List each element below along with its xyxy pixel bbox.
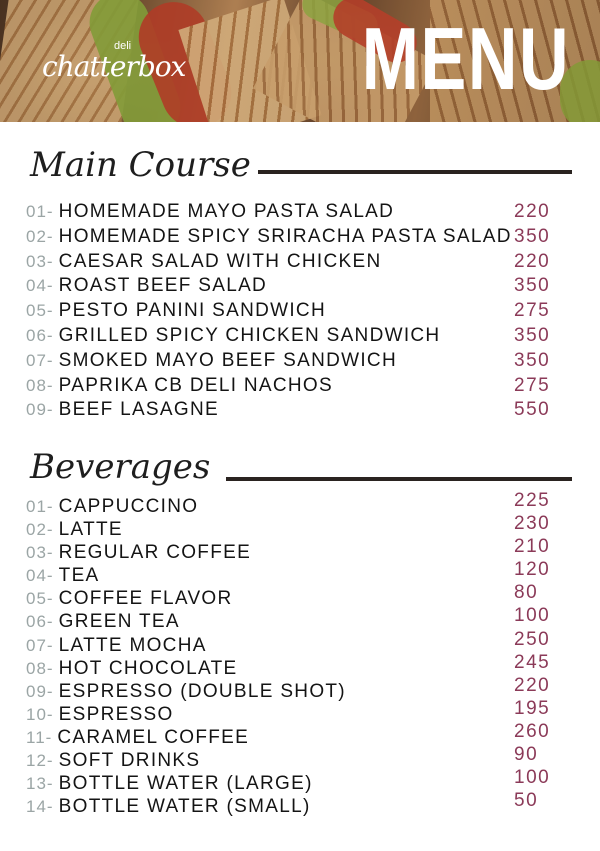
item-number: 13- [26, 774, 54, 794]
item-name: CARAMEL COFFEE [57, 726, 250, 748]
section-divider [258, 170, 572, 174]
item-name: BOTTLE WATER (SMALL) [58, 796, 311, 818]
menu-item [26, 374, 512, 399]
item-price: 245 [514, 651, 551, 673]
item-name: GRILLED SPICY CHICKEN SANDWICH [58, 324, 441, 346]
menu-item [26, 299, 512, 324]
item-price: 90 [514, 744, 539, 766]
menu-item [26, 518, 346, 541]
menu-item [26, 274, 512, 299]
item-number: 02- [26, 226, 54, 246]
item-number: 06- [26, 325, 54, 345]
menu-item [26, 200, 512, 225]
logo-name-text: chatterbox [42, 50, 186, 83]
menu-item [26, 680, 346, 703]
menu-item [26, 587, 346, 610]
item-name: HOMEMADE SPICY SRIRACHA PASTA SALAD [58, 225, 512, 247]
menu-item [26, 610, 346, 633]
item-name: PAPRIKA CB DELI NACHOS [58, 374, 333, 396]
header-banner [0, 0, 600, 122]
section-title-main-course: Main Course [30, 145, 251, 185]
logo-deli-text: deli [114, 40, 132, 52]
item-price: 210 [514, 536, 551, 558]
item-number: 02- [26, 520, 54, 540]
item-number: 04- [26, 566, 54, 586]
item-name: ESPRESSO (DOUBLE SHOT) [58, 680, 346, 702]
item-number: 09- [26, 400, 54, 420]
menu-item [26, 634, 346, 657]
menu-item [26, 795, 346, 818]
item-price: 220 [514, 201, 551, 222]
item-price: 195 [514, 697, 551, 719]
beverages-prices [514, 489, 550, 812]
item-number: 06- [26, 612, 54, 632]
item-name: REGULAR COFFEE [58, 542, 252, 564]
section-title-beverages: Beverages [30, 447, 211, 487]
item-name: TEA [58, 565, 100, 587]
menu-item [26, 749, 346, 772]
menu-title: MENU [361, 9, 570, 108]
section-divider [226, 477, 572, 481]
item-price: 350 [514, 225, 551, 247]
item-price: 350 [514, 324, 551, 346]
item-price: 550 [514, 399, 551, 421]
item-price: 50 [514, 790, 539, 812]
main-course-prices [514, 200, 550, 423]
item-price: 260 [514, 720, 551, 742]
item-name: BOTTLE WATER (LARGE) [58, 773, 313, 795]
item-price: 100 [514, 767, 551, 789]
item-price: 250 [514, 628, 551, 650]
item-number: 11- [26, 727, 53, 747]
item-name: HOMEMADE MAYO PASTA SALAD [58, 201, 395, 222]
item-name: GREEN TEA [58, 611, 180, 633]
menu-item [26, 541, 346, 564]
item-number: 09- [26, 681, 54, 701]
item-name: LATTE [58, 519, 123, 541]
item-name: SMOKED MAYO BEEF SANDWICH [58, 349, 397, 371]
item-price: 275 [514, 374, 551, 396]
item-name: CAESAR SALAD WITH CHICKEN [58, 250, 382, 272]
menu-item [26, 657, 346, 680]
item-price: 100 [514, 605, 551, 627]
item-number: 08- [26, 658, 54, 678]
menu-item [26, 225, 512, 250]
item-number: 12- [26, 751, 54, 771]
main-course-list [26, 200, 512, 423]
menu-item [26, 398, 512, 423]
item-number: 04- [26, 276, 54, 296]
item-number: 03- [26, 543, 54, 563]
item-number: 01- [26, 497, 54, 516]
item-number: 14- [26, 797, 54, 817]
item-name: ROAST BEEF SALAD [58, 275, 268, 297]
menu-item [26, 349, 512, 374]
menu-item [26, 772, 346, 795]
item-price: 350 [514, 349, 551, 371]
menu-item [26, 726, 346, 749]
item-name: LATTE MOCHA [58, 634, 207, 656]
item-price: 225 [514, 490, 551, 511]
item-price: 220 [514, 250, 551, 272]
item-number: 03- [26, 251, 54, 271]
menu-item [26, 564, 346, 587]
menu-item [26, 250, 512, 275]
item-number: 05- [26, 589, 54, 609]
item-price: 80 [514, 582, 539, 604]
item-name: HOT CHOCOLATE [58, 657, 238, 679]
item-number: 07- [26, 350, 54, 370]
item-name: PESTO PANINI SANDWICH [58, 300, 326, 322]
menu-item [26, 324, 512, 349]
item-price: 230 [514, 513, 551, 535]
item-number: 10- [26, 704, 54, 724]
item-price: 220 [514, 674, 551, 696]
menu-item [26, 703, 346, 726]
item-price: 120 [514, 559, 551, 581]
item-price: 350 [514, 275, 551, 297]
item-number: 01- [26, 202, 54, 221]
item-name: ESPRESSO [58, 703, 174, 725]
menu-item [26, 495, 346, 518]
item-number: 07- [26, 635, 54, 655]
item-name: BEEF LASAGNE [58, 399, 219, 421]
item-number: 08- [26, 375, 54, 395]
item-number: 05- [26, 301, 54, 321]
item-name: CAPPUCCINO [58, 496, 199, 517]
item-name: SOFT DRINKS [58, 750, 201, 772]
item-name: COFFEE FLAVOR [58, 588, 233, 610]
beverages-list [26, 495, 346, 818]
item-price: 275 [514, 300, 551, 322]
